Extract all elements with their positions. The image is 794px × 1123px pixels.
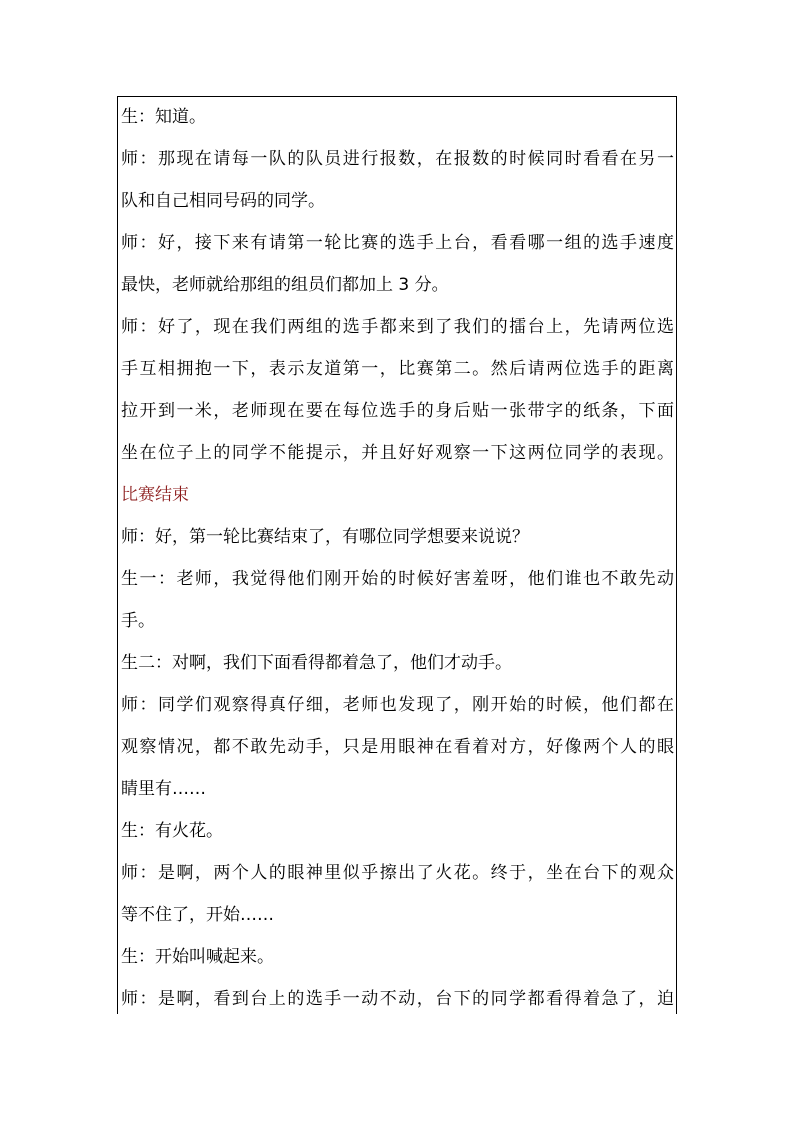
transcript-line: 生：知道。 — [121, 107, 206, 127]
lesson-transcript-table-cell — [117, 96, 677, 1014]
transcript-line: 生：有火花。 — [121, 821, 223, 841]
transcript-line: 师：好，第一轮比赛结束了，有哪位同学想要来说说？ — [121, 527, 529, 547]
transcript-line: 拉开到一米，老师现在要在每位选手的身后贴一张带字的纸条，下面 — [121, 401, 674, 421]
transcript-line: 手。 — [121, 611, 155, 631]
transcript-line: 师：好，接下来有请第一轮比赛的选手上台，看看哪一组的选手速度 — [121, 233, 674, 253]
transcript-line: 师：是啊，两个人的眼神里似乎擦出了火花。终于，坐在台下的观众 — [121, 863, 674, 883]
transcript-line: 师：好了，现在我们两组的选手都来到了我们的擂台上，先请两位选 — [121, 317, 674, 337]
transcript-line: 生：开始叫喊起来。 — [121, 947, 274, 967]
transcript-line: 观察情况，都不敢先动手，只是用眼神在看着对方，好像两个人的眼 — [121, 737, 674, 757]
transcript-line: 生一：老师，我觉得他们刚开始的时候好害羞呀，他们谁也不敢先动 — [121, 569, 674, 589]
transcript-line: 师：同学们观察得真仔细，老师也发现了，刚开始的时候，他们都在 — [121, 695, 674, 715]
transcript-line: 最快，老师就给那组的组员们都加上 3 分。 — [121, 275, 449, 295]
transcript-line: 等不住了，开始…… — [121, 905, 274, 925]
transcript-line: 生二：对啊，我们下面看得都着急了，他们才动手。 — [121, 653, 512, 673]
transcript-line: 队和自己相同号码的同学。 — [121, 191, 325, 211]
transcript-line: 睛里有…… — [121, 779, 206, 799]
transcript-line: 手互相拥抱一下，表示友道第一，比赛第二。然后请两位选手的距离 — [121, 359, 674, 379]
transcript-line: 师：那现在请每一队的队员进行报数，在报数的时候同时看看在另一 — [121, 149, 674, 169]
transcript-line: 师：是啊，看到台上的选手一动不动，台下的同学都看得着急了，迫 — [121, 989, 674, 1009]
transcript-line: 坐在位子上的同学不能提示，并且好好观察一下这两位同学的表现。 — [121, 443, 674, 463]
section-heading-match-end: 比赛结束 — [121, 485, 189, 505]
